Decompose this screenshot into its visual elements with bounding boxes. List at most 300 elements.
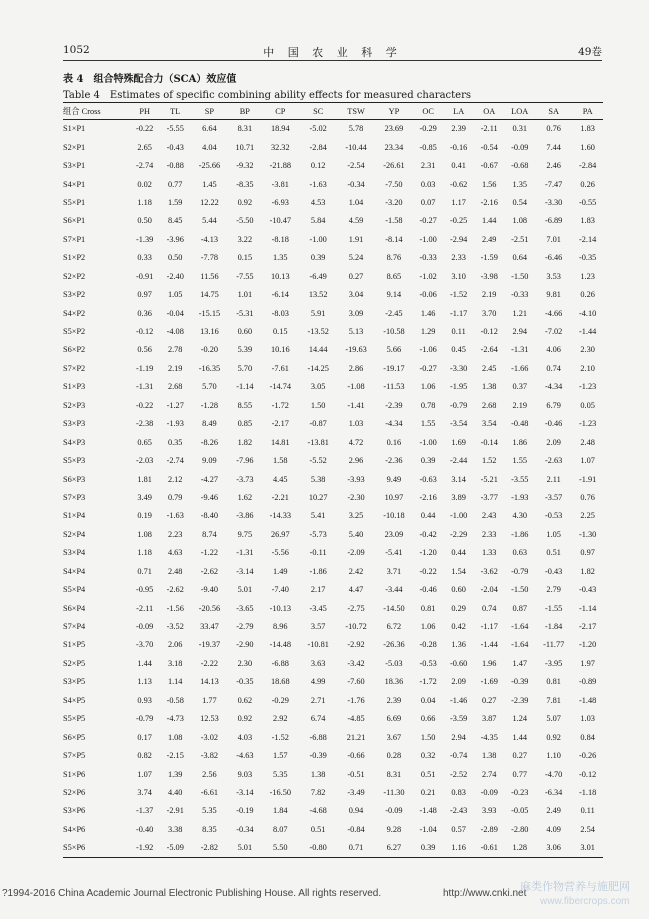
table-cell: -1.72: [419, 677, 437, 687]
table-cell: -14.74: [269, 382, 291, 392]
table-cell: 7.81: [546, 695, 561, 705]
table-cell: 0.76: [580, 492, 595, 502]
table-cell: -1.92: [129, 839, 160, 857]
table-cell: 0.07: [420, 197, 436, 207]
table-cell: 3.67: [386, 732, 402, 742]
table-cell: -1.00: [419, 437, 437, 447]
table-cell: -1.00: [450, 511, 468, 521]
table-cell: -0.48: [511, 419, 529, 429]
cross-label: S2×P4: [63, 529, 86, 539]
table-cell: 0.64: [512, 253, 528, 263]
table-cell: 1.13: [137, 677, 152, 687]
cross-label: S5×P4: [63, 585, 86, 595]
table-cell: -1.76: [347, 695, 365, 705]
table-cell: -1.00: [419, 234, 437, 244]
table-cell: -7.02: [545, 327, 563, 337]
table-cell: 7.01: [546, 234, 561, 244]
table-cell: -1.06: [419, 345, 437, 355]
table-cell: 0.02: [137, 179, 152, 189]
table-cell: -6.93: [271, 197, 289, 207]
table-cell: -0.19: [236, 806, 254, 816]
table-cell: 0.76: [546, 124, 561, 134]
table-cell: 1.21: [512, 308, 528, 318]
table-cell: 1.06: [420, 382, 436, 392]
table-cell: 2.45: [481, 363, 497, 373]
table-cell: 1.28: [504, 839, 535, 857]
table-cell: 8.96: [273, 622, 288, 632]
table-cell: 9.49: [386, 474, 402, 484]
table-cell: 2.96: [348, 456, 364, 466]
table-cell: -7.40: [271, 585, 289, 595]
cross-label: S1×P4: [63, 511, 86, 521]
table-cell: -5.73: [309, 529, 327, 539]
table-cell: -2.16: [419, 492, 437, 502]
table-cell: 0.78: [420, 400, 436, 410]
table-cell: 2.43: [481, 511, 497, 521]
table-cell: 10.71: [235, 142, 255, 152]
table-cell: -3.96: [166, 234, 184, 244]
table-cell: -0.89: [579, 677, 597, 687]
table-cell: -3.30: [450, 363, 468, 373]
table-cell: -1.27: [166, 400, 184, 410]
table-cell: -1.30: [579, 529, 597, 539]
table-row: [63, 746, 603, 764]
table-cell: 0.71: [137, 566, 152, 576]
cross-label: S1×P3: [63, 382, 86, 392]
table-cell: -0.85: [419, 142, 437, 152]
table-cell: 2.33: [481, 529, 497, 539]
table-cell: 5.38: [310, 474, 326, 484]
table-cell: 8.35: [202, 824, 217, 834]
table-cell: 1.59: [167, 197, 183, 207]
table-cell: 21.21: [346, 732, 366, 742]
table-cell: 0.44: [451, 548, 466, 558]
table-cell: 0.39: [310, 253, 326, 263]
table-cell: -3.62: [480, 566, 498, 576]
table-cell: -0.43: [545, 566, 563, 576]
table-cell: -0.53: [419, 658, 437, 668]
table-cell: -2.16: [480, 197, 498, 207]
table-cell: -2.74: [166, 456, 184, 466]
table-cell: -5.09: [160, 839, 191, 857]
table-cell: 0.17: [137, 732, 152, 742]
table-cell: -1.18: [579, 787, 597, 797]
table-cell: -2.64: [480, 345, 498, 355]
table-cell: 0.33: [137, 253, 152, 263]
table-cell: 4.72: [348, 437, 364, 447]
table-cell: 2.74: [481, 769, 497, 779]
table-cell: 3.05: [310, 382, 326, 392]
table-cell: 4.53: [310, 197, 326, 207]
table-cell: 2.11: [546, 474, 561, 484]
table-cell: -0.09: [385, 806, 403, 816]
table-cell: -0.34: [236, 824, 254, 834]
table-cell: -7.47: [545, 179, 563, 189]
table-cell: 0.21: [420, 787, 436, 797]
table-cell: 5.70: [237, 363, 253, 373]
table-cell: -6.46: [545, 253, 563, 263]
table-cell: 2.86: [348, 363, 364, 373]
table-cell: -2.29: [450, 529, 468, 539]
table-cell: -2.45: [385, 308, 403, 318]
table-cell: -0.29: [271, 695, 289, 705]
table-cell: -1.31: [236, 548, 254, 558]
table-row: [63, 636, 603, 654]
table-cell: 0.60: [451, 585, 466, 595]
cross-label: S4×P5: [63, 695, 86, 705]
table-cell: -0.42: [419, 529, 437, 539]
column-header: TL: [160, 103, 191, 120]
table-cell: -3.70: [136, 640, 154, 650]
table-cell: 5.50: [261, 839, 299, 857]
table-cell: -0.79: [511, 566, 529, 576]
table-cell: -0.40: [136, 824, 154, 834]
table-cell: -3.82: [200, 751, 219, 761]
table-cell: 0.39: [420, 456, 436, 466]
table-cell: -0.39: [511, 677, 529, 687]
table-cell: -1.91: [579, 474, 597, 484]
table-cell: 2.94: [512, 327, 528, 337]
cross-label: S7×P2: [63, 363, 86, 373]
table-cell: 2.30: [580, 345, 595, 355]
table-cell: -1.64: [511, 622, 529, 632]
table-cell: -2.39: [511, 695, 529, 705]
cross-label: S5×P3: [63, 456, 86, 466]
table-cell: -2.15: [166, 751, 184, 761]
table-cell: 0.97: [580, 548, 595, 558]
table-cell: -5.56: [271, 548, 289, 558]
table-cell: -10.58: [383, 327, 405, 337]
table-cell: -0.12: [579, 769, 597, 779]
table-row: [63, 156, 603, 174]
table-row: [63, 470, 603, 488]
table-row: [63, 285, 603, 303]
table-cell: 1.29: [420, 327, 436, 337]
table-cell: 1.55: [512, 456, 528, 466]
copyright-text: ?1994-2016 China Academic Journal Electronic Publishing House. All rights reserved.: [2, 888, 382, 899]
table-cell: -0.09: [136, 622, 154, 632]
table-cell: -3.20: [385, 197, 403, 207]
table-cell: 2.12: [167, 474, 183, 484]
cross-label: S6×P3: [63, 474, 86, 484]
table-cell: -9.32: [236, 161, 254, 171]
table-cell: 0.27: [348, 271, 364, 281]
table-cell: 6.74: [310, 714, 326, 724]
table-cell: -2.92: [347, 640, 365, 650]
table-cell: 0.51: [420, 769, 436, 779]
table-cell: 0.31: [512, 124, 528, 134]
table-cell: 1.50: [310, 400, 326, 410]
table-cell: -10.47: [269, 216, 291, 226]
cross-label: S3×P6: [63, 806, 86, 816]
table-cell: -14.33: [269, 511, 291, 521]
table-cell: -16.50: [269, 787, 291, 797]
table-row: [63, 304, 603, 322]
table-cell: -2.82: [190, 839, 228, 857]
table-cell: 1.18: [137, 197, 152, 207]
table-cell: 12.53: [200, 714, 219, 724]
table-cell: 2.68: [167, 382, 183, 392]
cross-label: S3×P5: [63, 677, 86, 687]
table-cell: 5.70: [202, 382, 217, 392]
table-cell: 9.09: [202, 456, 217, 466]
table-cell: -0.06: [419, 290, 437, 300]
table-cell: 3.25: [348, 511, 364, 521]
table-cell: 8.49: [202, 419, 217, 429]
table-cell: -2.62: [166, 585, 184, 595]
table-cell: 2.39: [451, 124, 466, 134]
table-cell: -3.49: [347, 787, 365, 797]
table-row: [63, 544, 603, 562]
table-cell: -2.84: [309, 142, 327, 152]
column-header: LOA: [504, 103, 535, 120]
table-cell: -0.88: [166, 161, 184, 171]
table-cell: 0.81: [420, 603, 436, 613]
table-cell: 0.92: [237, 197, 253, 207]
table-cell: 1.91: [348, 234, 364, 244]
table-cell: 3.14: [451, 474, 466, 484]
table-cell: -1.48: [579, 695, 597, 705]
table-cell: -3.57: [545, 492, 563, 502]
table-cell: 1.77: [202, 695, 217, 705]
cross-label: S4×P6: [63, 824, 86, 834]
table-cell: 0.82: [137, 751, 152, 761]
table-cell: 2.49: [481, 234, 497, 244]
table-row: [63, 212, 603, 230]
table-cell: 5.40: [348, 529, 364, 539]
watermark-cn: 麻类作物营养与施肥网: [520, 881, 630, 893]
table-cell: 6.69: [386, 714, 402, 724]
table-cell: 0.29: [451, 603, 466, 613]
table-cell: -6.49: [309, 271, 327, 281]
table-cell: -1.69: [480, 677, 498, 687]
table-cell: 3.57: [310, 622, 326, 632]
table-cell: -2.62: [200, 566, 219, 576]
table-row: [63, 175, 603, 193]
table-cell: 1.84: [273, 806, 288, 816]
table-cell: -2.36: [385, 456, 403, 466]
table-cell: -2.17: [271, 419, 289, 429]
table-cell: 2.79: [546, 585, 561, 595]
table-cell: 4.45: [273, 474, 288, 484]
table-cell: 9.81: [546, 290, 561, 300]
table-cell: 1.97: [580, 658, 595, 668]
table-cell: -9.46: [200, 492, 219, 502]
table-cell: -11.77: [543, 640, 565, 650]
table-caption-cn: 表 4 组合特殊配合力（SCA）效应值: [63, 74, 237, 85]
table-cell: 2.09: [451, 677, 466, 687]
table-cell: -0.16: [450, 142, 468, 152]
table-cell: 0.79: [167, 492, 183, 502]
table-cell: -0.26: [579, 751, 597, 761]
table-cell: 1.36: [451, 640, 466, 650]
table-cell: 1.07: [137, 769, 152, 779]
table-cell: -0.12: [480, 327, 498, 337]
table-cell: 4.40: [167, 787, 183, 797]
table-cell: -2.40: [166, 271, 184, 281]
table-cell: -2.30: [347, 492, 365, 502]
table-row: [63, 488, 603, 506]
table-row: [63, 617, 603, 635]
cross-label: S5×P5: [63, 714, 86, 724]
table-cell: -0.09: [511, 142, 529, 152]
table-body: [63, 120, 603, 858]
table-cell: 1.03: [580, 714, 595, 724]
table-cell: -1.93: [511, 492, 529, 502]
table-cell: -5.02: [309, 124, 327, 134]
table-cell: 0.65: [137, 437, 152, 447]
table-cell: 2.48: [167, 566, 183, 576]
table-cell: -4.63: [236, 751, 254, 761]
table-row: [63, 433, 603, 451]
table-cell: 1.81: [137, 474, 152, 484]
table-cell: -4.73: [166, 714, 184, 724]
column-header: CP: [261, 103, 299, 120]
table-cell: -19.37: [198, 640, 221, 650]
table-cell: 18.94: [270, 124, 290, 134]
table-cell: 0.77: [167, 179, 183, 189]
table-cell: -1.44: [480, 640, 498, 650]
table-cell: -0.84: [347, 824, 365, 834]
table-cell: 2.10: [580, 363, 595, 373]
table-cell: 14.13: [200, 677, 219, 687]
table-cell: -7.55: [236, 271, 254, 281]
table-cell: 0.87: [512, 603, 528, 613]
cross-label: S3×P1: [63, 161, 86, 171]
table-cell: -0.27: [419, 216, 437, 226]
table-cell: 0.15: [237, 253, 253, 263]
table-cell: 1.01: [237, 290, 253, 300]
table-cell: 2.94: [451, 732, 466, 742]
table-cell: -1.28: [200, 400, 219, 410]
table-cell: 3.93: [481, 806, 497, 816]
table-cell: -0.68: [511, 161, 529, 171]
table-cell: 1.83: [580, 124, 595, 134]
table-cell: -0.05: [511, 806, 529, 816]
table-cell: 2.48: [580, 437, 595, 447]
table-cell: 0.50: [167, 253, 183, 263]
table-cell: 10.13: [270, 271, 290, 281]
table-cell: -0.61: [474, 839, 505, 857]
table-cell: 0.93: [137, 695, 152, 705]
table-cell: -0.51: [347, 769, 365, 779]
table-cell: -2.51: [511, 234, 529, 244]
cross-label: S1×P5: [63, 640, 86, 650]
column-header: OA: [474, 103, 505, 120]
page-number: 1052: [63, 44, 90, 56]
table-cell: 0.60: [237, 327, 253, 337]
table-cell: -3.77: [480, 492, 498, 502]
table-cell: -10.18: [383, 511, 405, 521]
table-cell: -2.38: [136, 419, 154, 429]
table-cell: -5.03: [385, 658, 403, 668]
table-cell: 0.97: [137, 290, 152, 300]
column-header: 组合 Cross: [63, 103, 129, 120]
table-cell: -2.39: [385, 400, 403, 410]
table-row: [63, 820, 603, 838]
table-cell: -0.46: [545, 419, 563, 429]
table-row: [63, 120, 603, 138]
table-cell: 14.81: [270, 437, 290, 447]
table-cell: -2.74: [136, 161, 154, 171]
table-cell: -1.46: [450, 695, 468, 705]
table-cell: -8.18: [271, 234, 289, 244]
table-cell: 0.42: [451, 622, 466, 632]
column-header: TSW: [337, 103, 375, 120]
table-cell: -1.37: [136, 806, 154, 816]
table-cell: -19.63: [345, 345, 367, 355]
table-cell: 3.74: [137, 787, 152, 797]
table-cell: -1.44: [579, 327, 597, 337]
table-cell: 2.71: [310, 695, 326, 705]
table-cell: 0.44: [420, 511, 436, 521]
table-cell: 1.04: [348, 197, 364, 207]
table-cell: -5.52: [309, 456, 327, 466]
table-cell: -7.60: [347, 677, 365, 687]
table-cell: 0.62: [237, 695, 253, 705]
table-cell: -6.61: [200, 787, 219, 797]
table-cell: -5.31: [236, 308, 254, 318]
table-cell: 1.69: [451, 437, 466, 447]
table-cell: -3.02: [200, 732, 219, 742]
table-cell: -3.86: [236, 511, 254, 521]
table-cell: 1.35: [273, 253, 288, 263]
table-row: [63, 599, 603, 617]
table-cell: 4.47: [348, 585, 364, 595]
cross-label: S4×P1: [63, 179, 86, 189]
table-cell: -0.23: [511, 787, 529, 797]
column-header: SP: [190, 103, 228, 120]
table-cell: -0.33: [511, 290, 529, 300]
table-cell: -0.95: [136, 585, 154, 595]
table-cell: -0.62: [450, 179, 468, 189]
table-cell: -2.79: [236, 622, 254, 632]
table-cell: -20.56: [198, 603, 221, 613]
table-cell: -14.48: [269, 640, 291, 650]
table-cell: 1.24: [512, 714, 528, 724]
table-cell: 2.19: [512, 400, 528, 410]
table-cell: -0.39: [309, 751, 327, 761]
table-cell: -4.34: [385, 419, 403, 429]
table-cell: 33.47: [200, 622, 219, 632]
table-cell: -1.52: [450, 290, 468, 300]
table-cell: 0.54: [512, 197, 528, 207]
table-cell: 2.54: [580, 824, 595, 834]
table-cell: -1.14: [236, 382, 254, 392]
table-cell: -1.66: [511, 363, 529, 373]
table-row: [63, 322, 603, 340]
table-cell: 5.01: [228, 839, 261, 857]
table-cell: -8.35: [236, 179, 254, 189]
table-cell: 8.55: [237, 400, 253, 410]
table-row: [63, 138, 603, 156]
table-cell: -3.65: [236, 603, 254, 613]
table-cell: -0.28: [419, 640, 437, 650]
table-cell: -5.41: [385, 548, 403, 558]
table-cell: 4.30: [512, 511, 528, 521]
table-cell: 3.49: [137, 492, 152, 502]
table-cell: -0.43: [166, 142, 184, 152]
table-row: [63, 654, 603, 672]
table-cell: 7.44: [546, 142, 561, 152]
table-cell: -1.84: [545, 622, 563, 632]
cross-label: S3×P3: [63, 419, 86, 429]
table-row: [63, 525, 603, 543]
table-cell: 6.79: [546, 400, 561, 410]
cnki-link[interactable]: http://www.cnki.net: [443, 888, 527, 899]
table-cell: 5.35: [273, 769, 288, 779]
table-cell: -0.34: [347, 179, 365, 189]
